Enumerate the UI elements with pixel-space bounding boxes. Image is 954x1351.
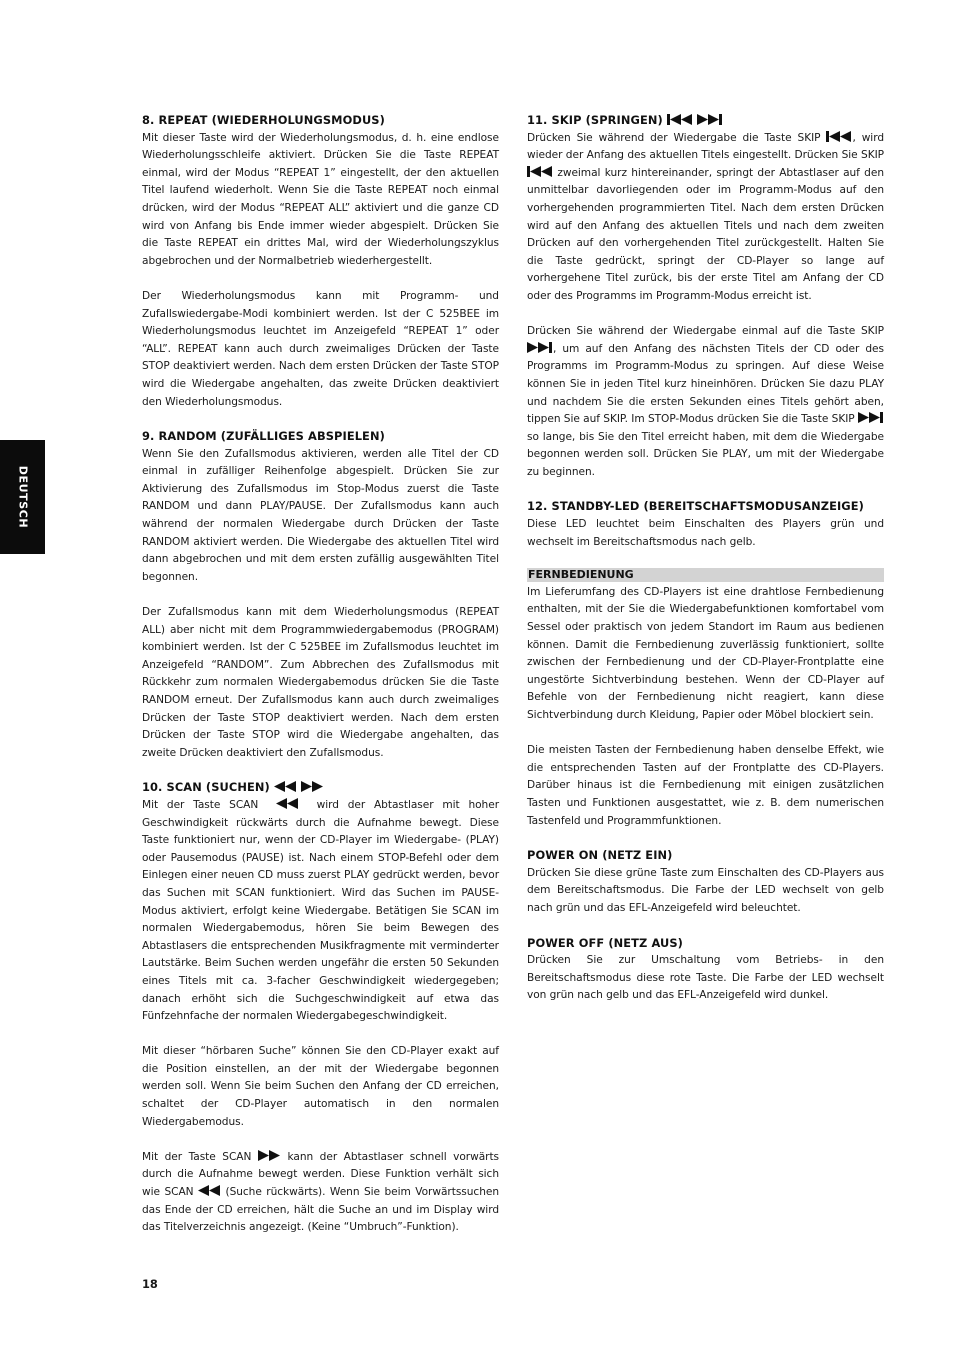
rewind-icon: [274, 781, 297, 792]
section-standby: [527, 498, 884, 551]
section-remote: [527, 568, 884, 830]
heading-repeat: 8. REPEAT (WIEDERHOLUNGSMODUS): [142, 113, 385, 127]
section-skip: [527, 112, 884, 481]
skip-paragraph-2: [527, 323, 884, 481]
heading-scan-text: 10. SCAN (SUCHEN): [142, 780, 270, 795]
skip-forward-icon: [527, 342, 553, 353]
language-tab-label: DEUTSCH: [16, 465, 29, 529]
scan-p3-end: (Suche rückwärts). Wenn Sie beim Vorwärtssuchen das Ende der CD erreichen, hält die Suche an und im Display wird das Titelverzeichnis angezeigt. (Keine “Umbruch”-Funktion).: [142, 1186, 499, 1234]
skip-p1-end: zweimal kurz hintereinander, springt der Abtastlaser auf den unmittelbar davorliegenden oder im Programm-Modus auf den vorhergehenden programmierten Titel. Nach dem ersten Drücken wird auf den Anfang des aktuellen Titels und nach dem zweiten Drücken auf den vorhergehenden Titel zurückgestellt. Halten Sie die Taste gedrückt, springt der CD-Player so lange auf vorhergehene Titel zurück, bis der erste Titel am Anfang der CD oder des Programms im Programm-Modus erreicht ist.: [527, 166, 884, 302]
power-off-paragraph-1: Drücken Sie zur Umschaltung vom Betriebs- in den Bereitschaftsmodus diese rote Taste. Die Farbe der LED wechselt von grün nach gelb und das EFL-Anzeigefeld wird dunkel.: [527, 954, 884, 1002]
heading-random: 9. RANDOM (ZUFÄLLIGES ABSPIELEN): [142, 429, 385, 444]
rewind-icon: [276, 798, 299, 809]
skip-back-icon: [527, 166, 553, 177]
skip-p2-middle: , um auf den Anfang des nächsten Titels der CD oder des Programms im Programm-Modus zu springen. Auf diese Weise können Sie in jeden Titel kurz hineinhören. Drücken Sie dazu PLAY und nachdem Sie die ersten Sekunden eines Titels gehört aben, tippen Sie auf SKIP. Im STOP-Modus drücken Sie die Taste SKIP: [527, 342, 884, 426]
page-number: 18: [142, 1277, 158, 1291]
section-scan: [142, 779, 499, 1236]
random-paragraph-1: Wenn Sie den Zufallsmodus aktivieren, werden alle Titel der CD einmal in zufälliger Reihenfolge abgespielt. Drücken Sie zur Aktivierung des Zufallsmodus im Stop-Modus zuerst die Taste RANDOM und dann PLAY/PAUSE. Der Zufallsmodus kann auch während der normalen Wiedergabe durch Drücken der Taste RANDOM aktiviert werden. Die Wiedergabe des aktuellen Titel wird dann abgebrochen und mit dem ersten zufällig ausgewählten Titel begonnen.: [142, 447, 499, 583]
heading-standby: 12. STANDBY-LED (BEREITSCHAFTSMODUSANZEIGE): [527, 499, 864, 514]
repeat-paragraph-1: Mit dieser Taste wird der Wiederholungsmodus, d. h. eine endlose Wiederholungsschleife aktiviert. Drücken Sie die Taste REPEAT einmal, wird der Modus “REPEAT 1” eingestellt, der den aktuellen Titel laufend wiederholt. Wenn Sie die Taste REPEAT noch einmal drücken, wird der Modus “REPEAT ALL” aktiviert und die ganze CD wird von Anfang bis Ende immer wieder abgespielt. Drücken Sie die Taste REPEAT ein drittes Mal, wird der Wiederholungszyklus abgebrochen und der Normalbetrieb wiederhergestellt.: [142, 131, 499, 267]
remote-paragraph-1: Im Lieferumfang des CD-Players ist eine drahtlose Fernbedienung enthalten, mit der Sie die Wiedergabefunktionen komfortabel vom Sessel oder praktisch von jedem Standort im Raum aus bedienen können. Damit die Fernbedienung zuverlässig funktioniert, sollte zwischen der Fernbedienung und der CD-Player-Frontplatte eine ungestörte Sichtverbindung bestehen. Wenn der CD-Player auf Befehle von der Fernbedienung nicht reagiert, kann diese Sichtverbindung durch Kleidung, Papier oder Möbel blockiert sein.: [527, 585, 884, 721]
skip-back-icon: [826, 131, 852, 142]
heading-skip-text: 11. SKIP (SPRINGEN): [527, 113, 663, 127]
skip-p2-end: so lange, bis Sie den Titel erreicht haben, mit dem die Wiedergabe begonnen werden soll. Drücken Sie PLAY, um mit der Wiedergabe zu beginnen.: [527, 430, 884, 478]
heading-power-off: POWER OFF (NETZ AUS): [527, 935, 683, 950]
scan-p1-start: Mit der Taste SCAN: [142, 798, 259, 811]
section-random: [142, 428, 499, 762]
random-paragraph-2: Der Zufallsmodus kann mit dem Wiederholungsmodus (REPEAT ALL) aber nicht mit dem Programmwiedergabemodus (PROGRAM) kombiniert werden. Ist der C 525BEE im Zufallsmodus leuchtet im Anzeigefeld “RANDOM”. Zum Abbrechen des Zufallsmodus mit Rückkehr zum normalen Wiedergabemodus drücken Sie die Taste RANDOM erneut. Der Zufallsmodus kann auch durch zweimaliges Drücken der Taste STOP deaktiviert werden. Nach dem ersten Drücken der Taste STOP wird die Wiedergabe angehalten, das zweite Drücken deaktiviert den Zufallsmodus.: [142, 606, 499, 759]
skip-back-icon: [667, 114, 693, 125]
power-on-paragraph-1: Drücken Sie diese grüne Taste zum Einschalten des CD-Players aus dem Bereitschaftsmodus. Die Farbe der LED wechselt von gelb nach grün und das EFL-Anzeigefeld wird beleuchtet.: [527, 866, 884, 914]
heading-power-on: POWER ON (NETZ EIN): [527, 848, 673, 863]
standby-paragraph-1: Diese LED leuchtet beim Einschalten des Players grün und wechselt im Bereitschaftsmodus nach gelb.: [527, 518, 884, 548]
remote-paragraph-2: Die meisten Tasten der Fernbedienung haben denselbe Effekt, wie die entsprechenden Tasten auf der Frontplatte des CD-Players. Darüber hinaus ist die Fernbedienung mit einigen zusätzlichen Tasten und Funktionen ausgestattet, wie z. B. dem numerischen Tastenfeld und Programmfunktionen.: [527, 744, 884, 827]
skip-p1-start: Drücken Sie während der Wiedergabe die Taste SKIP: [527, 131, 821, 144]
scan-p3-middle: kann der Abtastlaser schnell vorwärts durch die Aufnahme bewegt werden. Diese Funktion verhält sich wie SCAN: [142, 1150, 500, 1199]
scan-p3-start: Mit der Taste SCAN: [142, 1150, 252, 1163]
skip-forward-icon: [858, 412, 884, 423]
right-column: [527, 112, 884, 1022]
rewind-icon: [198, 1185, 221, 1196]
scan-paragraph-2: Mit dieser “hörbaren Suche” können Sie den CD-Player exakt auf die Position einstellen, an der mit der Wiedergabe begonnen werden soll. Wenn Sie beim Suchen den Anfang der CD erreichen, schaltet der CD-Player automatisch in den normalen Wiedergabemodus.: [142, 1045, 499, 1128]
left-column: [142, 112, 499, 1254]
section-power-on: [527, 847, 884, 917]
skip-p1-middle: , wird wieder der Anfang des aktuellen Titels eingestellt. Drücken Sie SKIP: [527, 131, 884, 162]
section-repeat: [142, 112, 499, 411]
section-power-off: [527, 935, 884, 1005]
skip-forward-icon: [697, 114, 723, 125]
fast-forward-icon: [258, 1150, 281, 1161]
heading-skip: [527, 112, 884, 130]
repeat-paragraph-2: Der Wiederholungsmodus kann mit Programm- und Zufallswiedergabe-Modi kombiniert werden. Ist der C 525BEE im Wiederholungsmodus leuchtet im Anzeigefeld “REPEAT 1” oder “ALL”. REPEAT kann auch durch zweimaliges Drücken der Taste STOP deaktiviert werden. Nach dem ersten Drücken der Taste STOP wird die Wiedergabe angehalten, das zweite Drücken deaktiviert den Wiederholungsmodus.: [142, 289, 499, 408]
scan-p1-rest: wird der Abtastlaser mit hoher Geschwindigkeit rückwärts durch die Aufnahme bewegt. Diese Taste funktioniert nur, wenn der CD-Player im Wiedergabe- (PLAY) oder Pausemodus (PAUSE) ist. Nach einem STOP-Befehl oder dem Einlegen einer neuen CD muss zuerst PLAY gedrückt werden, bevor das Suchen mit SCAN funktioniert. Wird das Suchen im PAUSE-Modus aktiviert, erfolgt keine Wiedergabe. Betätigen Sie SCAN im normalen Wiedergabemodus, hören Sie beim Bewegen des Abtastlasers die entsprechenden Musikfragmente mit verminderter Lautstärke. Beim Suchen werden ungefähr die ersten 50 Sekunden eines Titels mit ca. 3-facher Geschwindigkeit wiedergegeben; danach erhöht sich die Suchgeschwindigkeit auf etwa das Fünfzehnfache der normalen Wiedergabegeschwindigkeit.: [142, 798, 499, 1023]
language-tab: [0, 440, 45, 554]
heading-scan: [142, 779, 499, 797]
skip-p2-start: Drücken Sie während der Wiedergabe einmal auf die Taste SKIP: [527, 325, 884, 338]
heading-remote-band: FERNBEDIENUNG: [527, 568, 884, 582]
scan-paragraph-1: [142, 797, 499, 1026]
fast-forward-icon: [301, 781, 324, 792]
skip-paragraph-1: [527, 130, 884, 306]
scan-paragraph-3: [142, 1149, 499, 1237]
